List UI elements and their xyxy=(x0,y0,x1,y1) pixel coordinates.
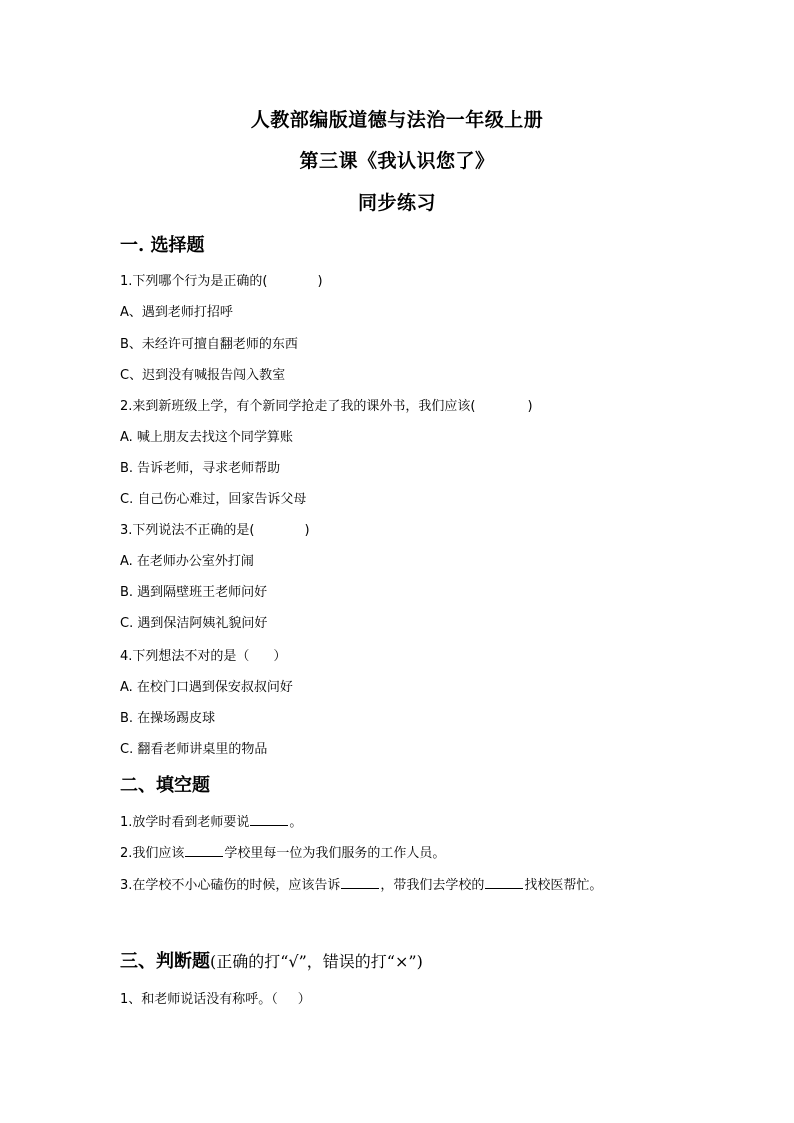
fill-1-after: 。 xyxy=(289,815,303,830)
question-1-option-c: C、迟到没有喊报告闯入教室 xyxy=(120,368,286,383)
question-4-stem: 4.下列想法不对的是（ xyxy=(120,649,250,664)
judge-1-close: ） xyxy=(297,992,311,1007)
fill-2-blank[interactable] xyxy=(185,844,223,857)
section-heading-choice: 一. 选择题 xyxy=(120,235,205,256)
fill-3-before: 3.在学校不小心磕伤的时候，应该告诉 xyxy=(120,878,341,893)
judge-heading-text: 三、判断题 xyxy=(120,951,210,972)
question-3-option-b: B. 遇到隔壁班王老师问好 xyxy=(120,585,268,600)
fill-1-before: 1.放学时看到老师要说 xyxy=(120,815,250,830)
judge-heading-note: (正确的打“√”，错误的打“×”) xyxy=(210,952,423,971)
question-4-option-b: B. 在操场踢皮球 xyxy=(120,711,216,726)
question-1-close: ) xyxy=(317,274,323,289)
section-heading-fill: 二、填空题 xyxy=(120,775,210,796)
fill-3-middle: ，带我们去学校的 xyxy=(380,878,485,893)
question-1-option-a: A、遇到老师打招呼 xyxy=(120,305,233,320)
fill-question-3 xyxy=(120,874,602,893)
question-2-option-b: B. 告诉老师，寻求老师帮助 xyxy=(120,461,281,476)
judge-question-1 xyxy=(120,988,311,1007)
question-4-close: ） xyxy=(273,649,287,664)
fill-question-2 xyxy=(120,842,445,861)
fill-3-blank-2[interactable] xyxy=(485,876,523,889)
question-2-stem: 2.来到新班级上学，有个新同学抢走了我的课外书，我们应该( xyxy=(120,399,476,414)
fill-1-blank[interactable] xyxy=(250,813,288,826)
question-2-option-a: A. 喊上朋友去找这个同学算账 xyxy=(120,430,293,445)
section-heading-judge xyxy=(120,947,423,973)
question-3-close: ) xyxy=(304,523,310,538)
question-4-option-a: A. 在校门口遇到保安叔叔问好 xyxy=(120,680,293,695)
question-3-option-a: A. 在老师办公室外打闹 xyxy=(120,554,254,569)
fill-question-1 xyxy=(120,811,302,830)
question-3-option-c: C. 遇到保洁阿姨礼貌问好 xyxy=(120,616,268,631)
fill-3-blank-1[interactable] xyxy=(341,876,379,889)
question-3-stem: 3.下列说法不正确的是( xyxy=(120,523,255,538)
question-3 xyxy=(120,519,310,538)
fill-2-after: 学校里每一位为我们服务的工作人员。 xyxy=(224,846,446,861)
question-1-option-b: B、未经许可擅自翻老师的东西 xyxy=(120,337,298,352)
question-4-option-c: C. 翻看老师讲桌里的物品 xyxy=(120,742,268,757)
lesson-title: 第三课《我认识您了》 xyxy=(299,150,495,172)
question-1-stem: 1.下列哪个行为是正确的( xyxy=(120,274,268,289)
worksheet-title: 人教部编版道德与法治一年级上册 xyxy=(250,109,544,131)
question-2 xyxy=(120,395,533,414)
question-2-close: ) xyxy=(527,399,533,414)
question-4 xyxy=(120,645,286,664)
question-1 xyxy=(120,270,323,289)
fill-2-before: 2.我们应该 xyxy=(120,846,185,861)
judge-1-stem: 1、和老师说话没有称呼。（ xyxy=(120,992,278,1007)
practice-title: 同步练习 xyxy=(357,192,436,214)
question-2-option-c: C. 自己伤心难过，回家告诉父母 xyxy=(120,492,307,507)
fill-3-after: 找校医帮忙。 xyxy=(524,878,603,893)
